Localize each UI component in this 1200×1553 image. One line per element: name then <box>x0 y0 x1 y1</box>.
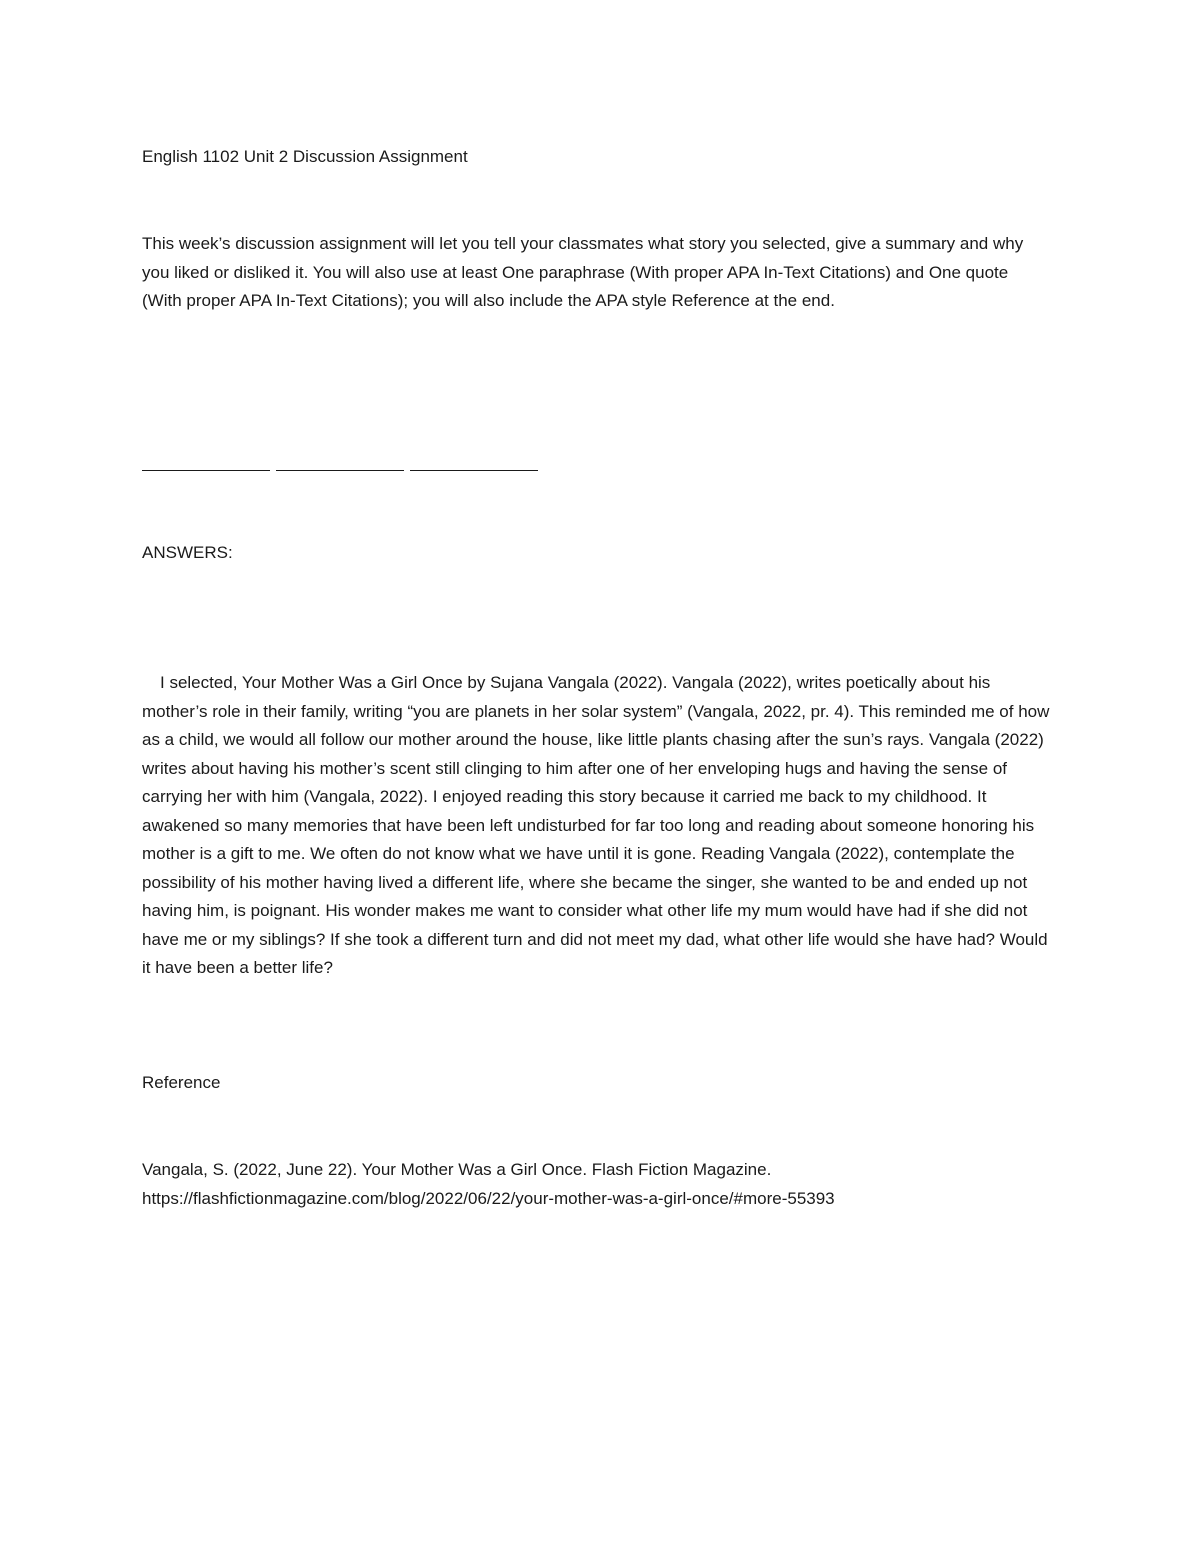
document-title: English 1102 Unit 2 Discussion Assignment <box>142 147 468 166</box>
assignment-intro: This week’s discussion assignment will let you tell your classmates what story you selected, give a summary and why you liked or disliked it. You will also use at least One paraphrase (With proper APA In-Text Citations) and One quote (With proper APA In-Text Citations); you will also include the APA style Reference at the end. <box>142 234 1024 310</box>
answers-label: ANSWERS: <box>142 543 233 562</box>
section-divider <box>142 456 538 471</box>
answer-paragraph <box>142 669 1057 983</box>
reference-citation: Vangala, S. (2022, June 22). Your Mother Was a Girl Once. Flash Fiction Magazine. <box>142 1160 772 1179</box>
divider-segment <box>410 456 538 471</box>
divider-segment <box>142 456 270 471</box>
reference-entry <box>142 1156 1042 1213</box>
answer-text: I selected, Your Mother Was a Girl Once by Sujana Vangala (2022). Vangala (2022), writes poetically about his mother’s role in their family, writing “you are planets in her solar system” (Vangala, 2022, pr. 4). This reminded me of how as a child, we would all follow our mother around the house, like little plants chasing after the sun’s rays. Vangala (2022) writes about having his mother’s scent still clinging to him after one of her enveloping hugs and having the sense of carrying her with him (Vangala, 2022). I enjoyed reading this story because it carried me back to my childhood. It awakened so many memories that have been left undisturbed for far too long and reading about someone honoring his mother is a gift to me. We often do not know what we have until it is gone. Reading Vangala (2022), contemplate the possibility of his mother having lived a different life, where she became the singer, she wanted to be and ended up not having him, is poignant. His wonder makes me want to consider what other life my mum would have had if she did not have me or my siblings? If she took a different turn and did not meet my dad, what other life would she have had? Would it have been a better life? <box>142 673 1050 977</box>
divider-segment <box>276 456 404 471</box>
reference-heading: Reference <box>142 1073 221 1092</box>
reference-url: https://flashfictionmagazine.com/blog/2022/06/22/your-mother-was-a-girl-once/#more-55393 <box>142 1188 835 1208</box>
